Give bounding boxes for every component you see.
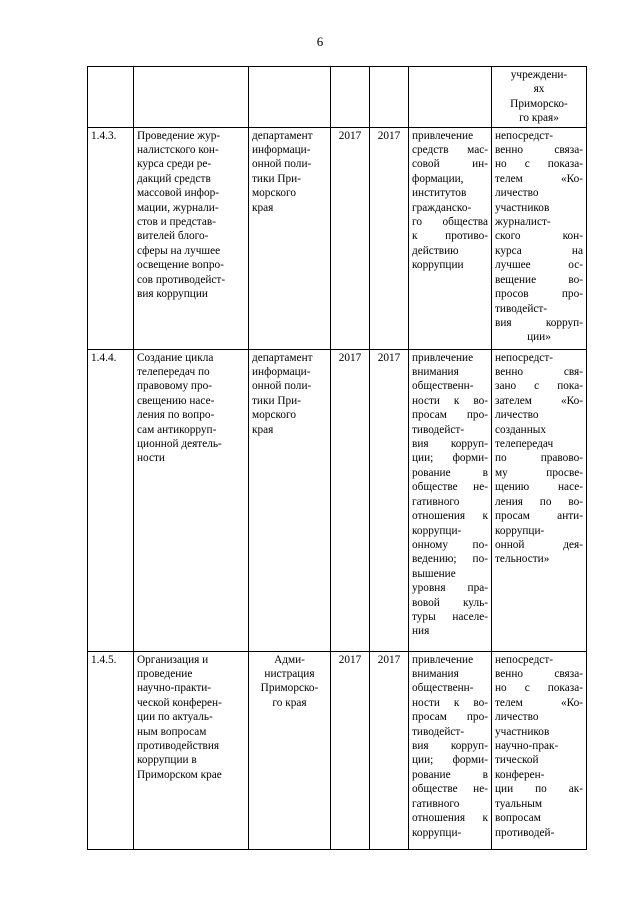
text-line: мации, журнали- (137, 201, 219, 214)
result-cell (409, 349, 492, 651)
text-line: привлечение (412, 129, 474, 142)
text-line: общественн- (412, 380, 474, 393)
result-cell (409, 67, 492, 128)
text-line: го края» (519, 112, 559, 125)
text-line: венно связа- (495, 144, 583, 157)
text-line: ского кон- (495, 230, 583, 243)
text-line: вещение во- (495, 273, 583, 286)
text-line: рование в (412, 466, 488, 479)
text-line: личество (495, 711, 539, 724)
text-line: му просве- (495, 466, 583, 479)
text-line: непосредст- (495, 653, 554, 666)
text-line: курса среди ре- (137, 158, 212, 171)
text-line: ческой конферен- (137, 696, 222, 709)
text-line: ности к во- (412, 696, 488, 709)
text-line: тиводейст- (412, 423, 465, 436)
text-line: внимания (412, 366, 459, 379)
text-line: тической (495, 754, 539, 767)
text-line: зателем «Ко- (495, 394, 583, 407)
text-line: вышение (412, 567, 456, 580)
text-line: онной поли- (252, 380, 312, 393)
text-line: Создание цикла (137, 351, 214, 364)
text-line: созданных (495, 423, 547, 436)
text-line: налистского кон- (137, 144, 219, 157)
executor-cell (249, 127, 331, 349)
item-number-cell (88, 67, 134, 128)
text-line: вовой куль- (412, 596, 488, 609)
text-line: Организация и (137, 653, 209, 666)
text-line: коррупци- (495, 524, 545, 537)
text-line: освещение вопро- (137, 259, 224, 272)
end-year-cell: 2017 (370, 127, 409, 349)
text-line: участников (495, 201, 550, 214)
text-line: журналист- (495, 216, 551, 229)
text-line: коррупции (412, 259, 464, 272)
text-line: ции; форми- (412, 754, 488, 767)
text-line: ности к во- (412, 394, 488, 407)
text-line: к противо- (412, 230, 488, 243)
event-cell (134, 349, 249, 651)
text-line: сферы на лучшее (137, 244, 221, 257)
executor-cell (249, 349, 331, 651)
text-line: вия корруп- (495, 316, 583, 329)
text-line: Приморском крае (137, 768, 222, 781)
text-line: ции по ак- (495, 783, 583, 796)
text-line: стов и представ- (137, 216, 216, 229)
text-line: онной дея- (495, 538, 583, 551)
text-line: зано с пока- (495, 380, 583, 393)
text-line: конферен- (495, 768, 545, 781)
result-cell (409, 651, 492, 849)
text-line: ления по вопро- (137, 409, 215, 422)
text-line: морского (252, 409, 297, 422)
text-line: участников (495, 725, 550, 738)
text-line: формации, (412, 172, 464, 185)
event-cell (134, 67, 249, 128)
text-line: вопросам (495, 812, 541, 825)
text-line: обществе не- (412, 481, 488, 494)
text-line: просам про- (412, 711, 488, 724)
text-line: личество (495, 187, 539, 200)
text-line: ции; форми- (412, 452, 488, 465)
page-number: 6 (316, 34, 324, 49)
text-line: венно связа- (495, 668, 583, 681)
event-cell (134, 651, 249, 849)
text-line: коррупци- (412, 524, 462, 537)
text-line: тиводейст- (495, 302, 548, 315)
indicator-cell (492, 349, 587, 651)
indicator-cell (492, 651, 587, 849)
text-line: институтов (412, 187, 467, 200)
start-year-cell (331, 67, 370, 128)
text-line: информаци- (252, 144, 311, 157)
text-line: ведению; по- (412, 553, 488, 566)
text-line: го общества (412, 216, 488, 229)
text-line: департамент (252, 351, 313, 364)
item-number-cell: 1.4.3. (88, 127, 134, 349)
text-line: коррупции в (137, 754, 197, 767)
text-line: курса на (495, 244, 583, 257)
text-line: ционной деятель- (137, 438, 222, 451)
text-line: массовой инфор- (137, 187, 220, 200)
text-line: личество (495, 409, 539, 422)
text-line: морского (252, 187, 297, 200)
text-line: туры населе- (412, 610, 488, 623)
text-line: щению насе- (495, 481, 583, 494)
measures-table (87, 66, 587, 850)
text-line: просам про- (412, 409, 488, 422)
text-line: совой ин- (412, 158, 488, 171)
text-line: вия коррупции (137, 288, 208, 301)
text-line: края (252, 423, 274, 436)
text-line: ния (412, 625, 430, 638)
text-line: департамент (252, 129, 313, 142)
text-line: ции по актуаль- (137, 711, 213, 724)
text-line: тельности» (495, 553, 550, 566)
text-line: противодействия (137, 740, 220, 753)
table-row (88, 127, 587, 349)
text-line: сов противодейст- (137, 273, 226, 286)
item-number-cell: 1.4.4. (88, 349, 134, 651)
end-year-cell (370, 67, 409, 128)
text-line: гражданско- (412, 201, 472, 214)
indicator-cell (492, 127, 587, 349)
text-line: тиводейст- (412, 725, 465, 738)
text-line: гативного (412, 495, 460, 508)
text-line: телепередач по (137, 366, 210, 379)
text-line: телем «Ко- (495, 172, 583, 185)
text-line: го края (272, 696, 307, 709)
table-row (88, 349, 587, 651)
text-line: вителей блого- (137, 230, 209, 243)
text-line: онной поли- (252, 158, 312, 171)
text-line: ления по во- (495, 495, 583, 508)
indicator-cell (492, 67, 587, 128)
table-row (88, 651, 587, 849)
text-line: обществе не- (412, 783, 488, 796)
text-line: свещению насе- (137, 394, 215, 407)
text-line: онному по- (412, 538, 488, 551)
executor-cell (249, 651, 331, 849)
text-line: внимания (412, 668, 459, 681)
text-line: научно-прак- (495, 740, 559, 753)
text-line: тики При- (252, 394, 301, 407)
start-year-cell: 2017 (331, 651, 370, 849)
text-line: тики При- (252, 172, 301, 185)
executor-cell (249, 67, 331, 128)
text-line: отношения к (412, 510, 488, 523)
text-line: просов про- (495, 288, 583, 301)
text-line: проведение (137, 668, 193, 681)
start-year-cell: 2017 (331, 127, 370, 349)
text-line: общественн- (412, 682, 474, 695)
start-year-cell: 2017 (331, 349, 370, 651)
text-line: привлечение (412, 653, 474, 666)
text-line: Проведение жур- (137, 129, 221, 142)
end-year-cell: 2017 (370, 651, 409, 849)
text-line: ным вопросам (137, 725, 207, 738)
table-row (88, 67, 587, 128)
text-line: ности (137, 452, 165, 465)
text-line: коррупци- (412, 826, 462, 839)
text-line: вия корруп- (412, 740, 488, 753)
text-line: телепередач (495, 438, 554, 451)
text-line: Приморско- (260, 682, 319, 695)
item-number-cell: 1.4.5. (88, 651, 134, 849)
text-line: дакций средств (137, 172, 211, 185)
result-cell (409, 127, 492, 349)
text-line: гативного (412, 797, 460, 810)
text-line: лучшее ос- (495, 259, 583, 272)
text-line: края (252, 201, 274, 214)
text-line: Приморско- (510, 97, 568, 110)
text-line: но с показа- (495, 682, 583, 695)
text-line: вия корруп- (412, 438, 488, 451)
end-year-cell: 2017 (370, 349, 409, 651)
text-line: действию (412, 244, 459, 257)
text-line: просам анти- (495, 510, 583, 523)
text-line: уровня пра- (412, 582, 488, 595)
text-line: привлечение (412, 351, 474, 364)
text-line: непосредст- (495, 129, 554, 142)
text-line: но с показа- (495, 158, 583, 171)
text-line: туальным (495, 797, 542, 810)
text-line: по правово- (495, 452, 583, 465)
text-line: рование в (412, 768, 488, 781)
text-line: учреждени- (510, 69, 568, 81)
text-line: Адми- (274, 653, 305, 666)
text-line: ях (533, 83, 545, 96)
text-line: информаци- (252, 366, 311, 379)
text-line: правовому про- (137, 380, 213, 393)
text-line: непосредст- (495, 351, 554, 364)
text-line: ции» (527, 331, 551, 344)
text-line: отношения к (412, 812, 488, 825)
text-line: телем «Ко- (495, 696, 583, 709)
event-cell (134, 127, 249, 349)
text-line: противодей- (495, 826, 555, 839)
text-line: нистрация (264, 668, 315, 681)
text-line: сам антикорруп- (137, 423, 217, 436)
text-line: научно-практи- (137, 682, 212, 695)
text-line: венно свя- (495, 366, 583, 379)
text-line: средств мас- (412, 144, 488, 157)
